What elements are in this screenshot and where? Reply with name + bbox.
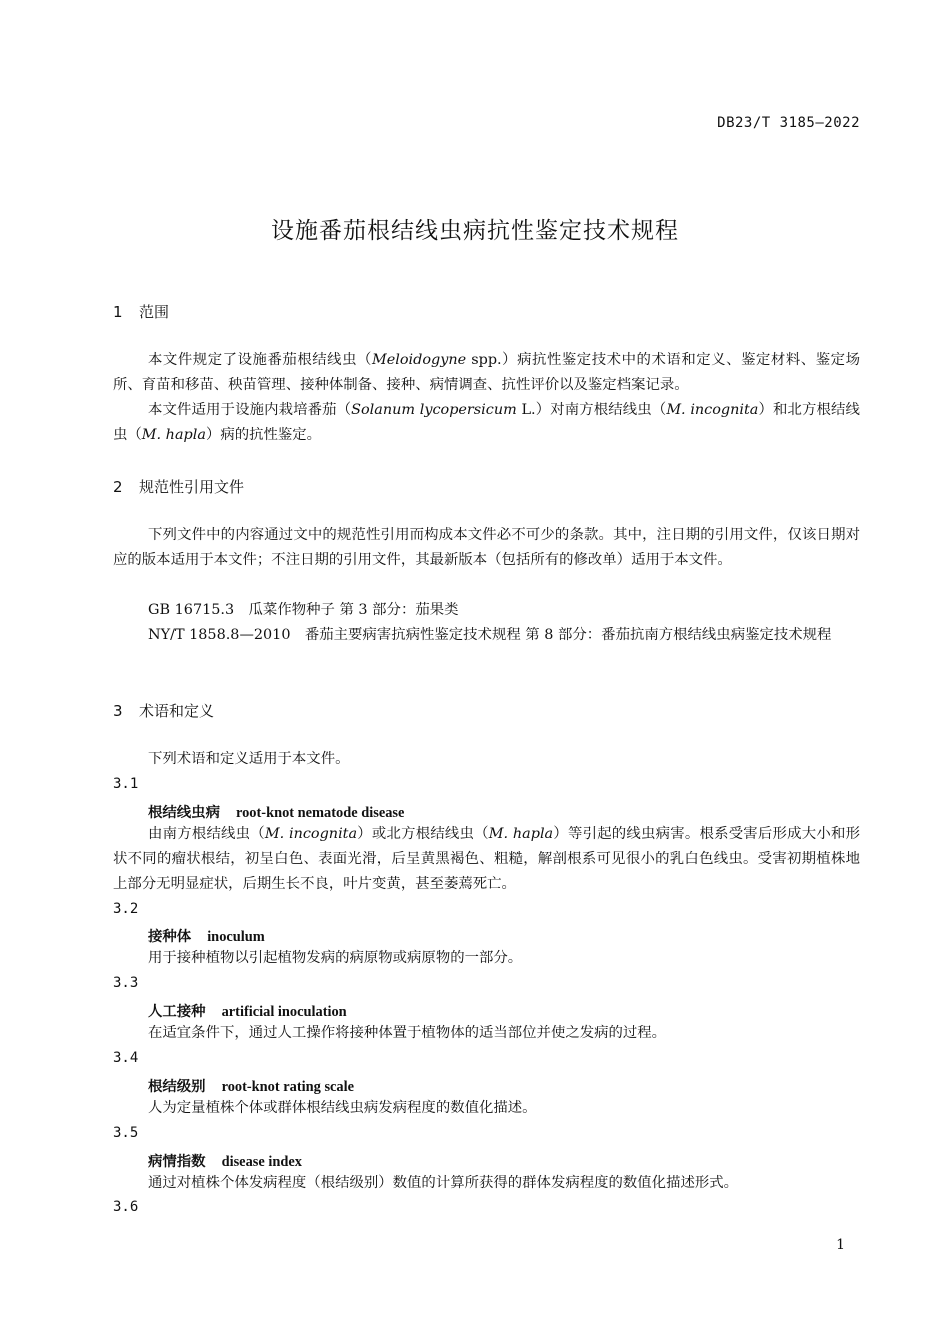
section-heading-normative-references — [113, 476, 244, 497]
section-heading-scope — [113, 301, 169, 322]
section-number: 2 — [113, 478, 123, 496]
term-definition: 由南方根结线虫（M. incognita）或北方根结线虫（M. hapla）等引起的线虫病害。根系受害后形成大小和形状不同的瘤状根结，初呈白色、表面光滑，后呈黄黑褐色、粗糙，解剖根系可见很小的乳白色线虫。受害初期植株地上部分无明显症状，后期生长不良，叶片变黄，甚至萎蔫死亡。 — [113, 826, 860, 892]
term-disease-index: 病情指数 disease index — [148, 1154, 302, 1170]
term-number: 3.1 — [113, 776, 139, 792]
section-heading-terms — [113, 700, 214, 721]
term-root-knot-nematode-disease: 根结线虫病 root-knot nematode disease — [148, 805, 405, 821]
term-number: 3.6 — [113, 1199, 139, 1215]
term-definition: 在适宜条件下，通过人工操作将接种体置于植物体的适当部位并使之发病的过程。 — [148, 1025, 667, 1041]
term-number: 3.2 — [113, 901, 139, 917]
standard-code: DB23/T 3185—2022 — [717, 115, 860, 131]
reference-nyt1858: NY/T 1858.8—2010 番茄主要病害抗病性鉴定技术规程 第 8 部分：番茄抗南方根结线虫病鉴定技术规程 — [148, 627, 832, 643]
term-root-knot-rating-scale: 根结级别 root-knot rating scale — [148, 1079, 355, 1095]
term-number: 3.3 — [113, 975, 139, 991]
section-number: 1 — [113, 303, 123, 321]
term-inoculum: 接种体 inoculum — [148, 929, 265, 945]
term-definition: 通过对植株个体发病程度（根结级别）数值的计算所获得的群体发病程度的数值化描述形式。 — [148, 1175, 739, 1191]
section-title: 规范性引用文件 — [139, 478, 245, 496]
section-number: 3 — [113, 702, 123, 720]
term-definition: 用于接种植物以引起植物发病的病原物或病原物的一部分。 — [148, 950, 523, 966]
terms-intro: 下列术语和定义适用于本文件。 — [148, 751, 350, 767]
term-artificial-inoculation: 人工接种 artificial inoculation — [148, 1004, 347, 1020]
reference-gb16715: GB 16715.3 瓜菜作物种子 第 3 部分：茄果类 — [148, 602, 459, 618]
scope-paragraph-2: 本文件适用于设施内栽培番茄（Solanum lycopersicum L.）对南方根结线虫（M. incognita）和北方根结线虫（M. hapla）病的抗性鉴定。 — [113, 402, 860, 443]
normative-intro: 下列文件中的内容通过文中的规范性引用而构成本文件必不可少的条款。其中，注日期的引用文件，仅该日期对应的版本适用于本文件；不注日期的引用文件，其最新版本（包括所有的修改单）适用于本文件。 — [113, 527, 860, 568]
term-number: 3.5 — [113, 1125, 139, 1141]
term-definition: 人为定量植株个体或群体根结线虫病发病程度的数值化描述。 — [148, 1100, 537, 1116]
scope-paragraph-1: 本文件规定了设施番茄根结线虫（Meloidogyne spp.）病抗性鉴定技术中的术语和定义、鉴定材料、鉴定场所、育苗和移苗、秧苗管理、接种体制备、接种、病情调查、抗性评价以及鉴定档案记录。 — [113, 352, 860, 393]
section-title: 术语和定义 — [139, 702, 215, 720]
page-number: 1 — [836, 1237, 845, 1253]
term-number: 3.4 — [113, 1050, 139, 1066]
document-title: 设施番茄根结线虫病抗性鉴定技术规程 — [271, 218, 679, 244]
section-title: 范围 — [139, 303, 170, 321]
